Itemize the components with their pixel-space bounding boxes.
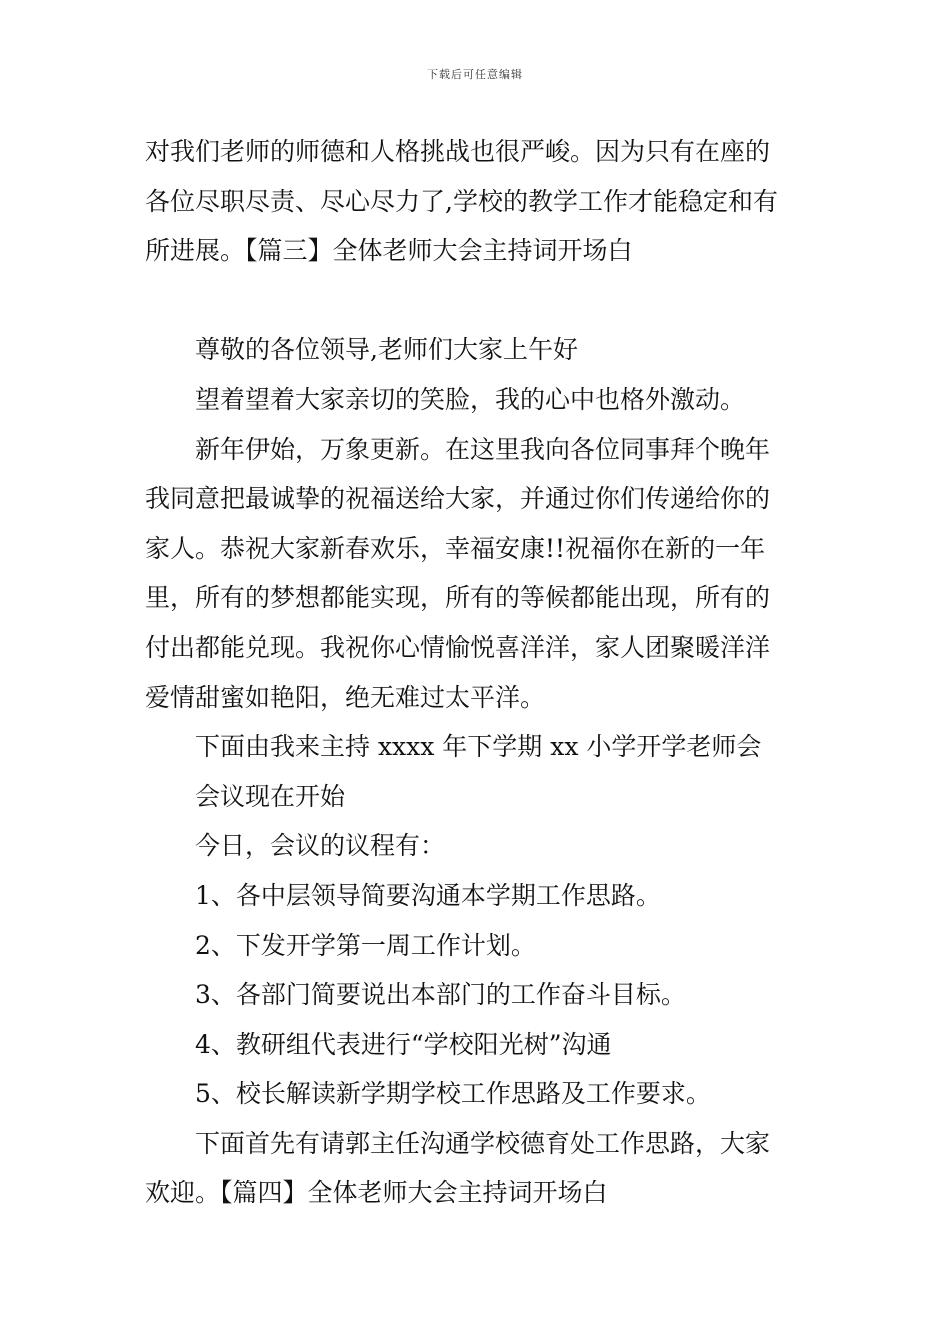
- paragraph-line: 爱情甜蜜如艳阳，绝无难过太平洋。: [145, 682, 546, 712]
- paragraph-line: 会议现在开始: [195, 781, 346, 811]
- paragraph-line: 家人。恭祝大家新春欢乐，幸福安康!!祝福你在新的一年: [145, 533, 766, 563]
- agenda-intro: 今日，会议的议程有：: [195, 831, 446, 861]
- agenda-item: 1、各中层领导简要沟通本学期工作思路。: [195, 880, 661, 910]
- document-body: [145, 127, 810, 1218]
- agenda-item: 5、校长解读新学期学校工作思路及工作要求。: [195, 1079, 711, 1109]
- paragraph-line: 所进展。【篇三】全体老师大会主持词开场白: [145, 236, 633, 266]
- greeting-line: 尊敬的各位领导,老师们大家上午好: [195, 335, 578, 365]
- agenda-item: 3、各部门简要说出本部门的工作奋斗目标。: [195, 980, 686, 1010]
- paragraph-line: 下面首先有请郭主任沟通学校德育处工作思路，大家: [195, 1128, 771, 1158]
- paragraph-gap: [145, 276, 810, 326]
- paragraph-line: 里，所有的梦想都能实现，所有的等候都能出现，所有的: [145, 583, 771, 613]
- paragraph-line: 对我们老师的师德和人格挑战也很严峻。因为只有在座的: [145, 137, 771, 166]
- paragraph-line: 望着望着大家亲切的笑脸，我的心中也格外激动。: [195, 384, 746, 414]
- paragraph-line: 付出都能兑现。我祝你心情愉悦喜洋洋，家人团聚暖洋洋: [145, 632, 771, 662]
- paragraph-line: 欢迎。【篇四】全体老师大会主持词开场白: [145, 1178, 608, 1208]
- agenda-item: 4、教研组代表进行“学校阳光树”沟通: [195, 1029, 612, 1059]
- page-header: 下载后可任意编辑: [427, 68, 523, 81]
- paragraph-line: 各位尽职尽责、尽心尽力了,学校的教学工作才能稳定和有: [145, 186, 778, 216]
- paragraph-line: 新年伊始，万象更新。在这里我向各位同事拜个晚年: [195, 434, 771, 464]
- agenda-item: 2、下发开学第一周工作计划。: [195, 930, 536, 960]
- paragraph-line: 我同意把最诚挚的祝福送给大家，并通过你们传递给你的: [145, 484, 771, 514]
- paragraph-line: 下面由我来主持 xxxx 年下学期 xx 小学开学老师会: [195, 732, 762, 762]
